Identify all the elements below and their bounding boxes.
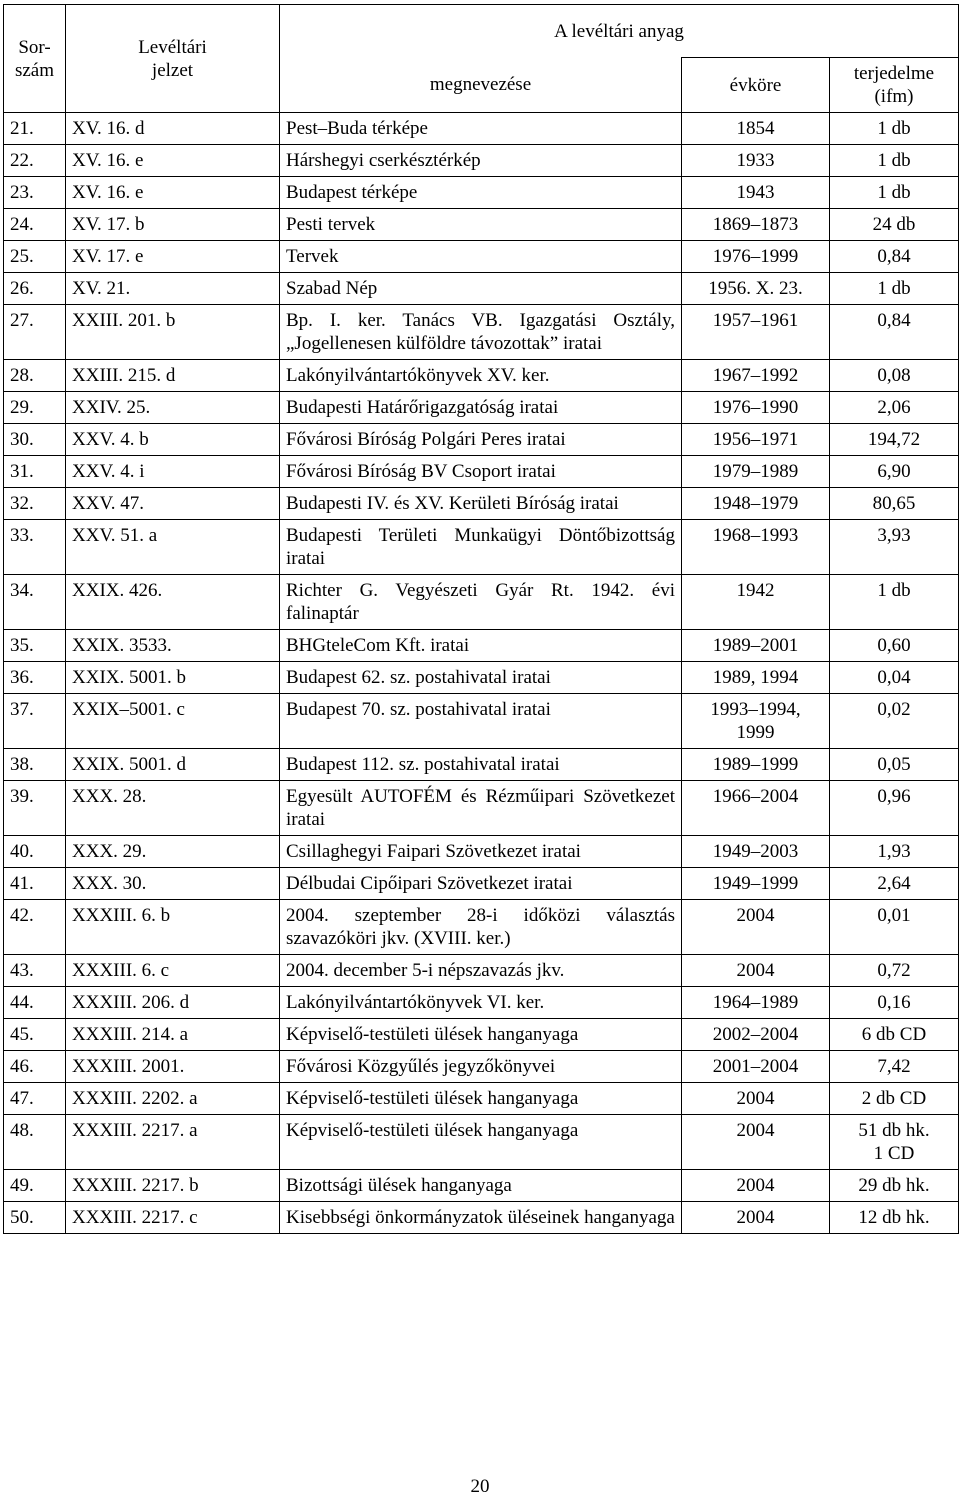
row-years: 1942: [682, 575, 830, 630]
row-signature: XXV. 4. b: [66, 424, 280, 456]
row-size: 1 db: [830, 575, 959, 630]
row-number: 22.: [4, 145, 66, 177]
row-signature: XV. 17. b: [66, 209, 280, 241]
row-number: 28.: [4, 360, 66, 392]
table-row: [4, 630, 959, 662]
row-size: 0,96: [830, 781, 959, 836]
row-number: 33.: [4, 520, 66, 575]
row-years: 1989, 1994: [682, 662, 830, 694]
row-name: Richter G. Vegyészeti Gyár Rt. 1942. évi falinaptár: [280, 575, 682, 630]
table-row: [4, 900, 959, 955]
row-name: Hárshegyi cserkésztérkép: [280, 145, 682, 177]
header-col-signature: Levéltári jelzet: [66, 5, 280, 113]
table-row: [4, 781, 959, 836]
row-number: 26.: [4, 273, 66, 305]
table-row: [4, 209, 959, 241]
row-signature: XV. 16. e: [66, 177, 280, 209]
row-signature: XXXIII. 6. b: [66, 900, 280, 955]
table-row: [4, 575, 959, 630]
row-signature: XXXIII. 2217. b: [66, 1170, 280, 1202]
row-signature: XV. 21.: [66, 273, 280, 305]
row-signature: XV. 16. e: [66, 145, 280, 177]
header-col-years: évköre: [682, 58, 830, 113]
row-signature: XXIII. 215. d: [66, 360, 280, 392]
row-number: 47.: [4, 1083, 66, 1115]
row-name: Kisebbségi önkormányzatok üléseinek hanganyaga: [280, 1202, 682, 1234]
row-number: 49.: [4, 1170, 66, 1202]
row-size: 0,02: [830, 694, 959, 749]
row-signature: XXX. 30.: [66, 868, 280, 900]
row-size: 2,06: [830, 392, 959, 424]
row-years: 1979–1989: [682, 456, 830, 488]
table-row: [4, 424, 959, 456]
row-size: 194,72: [830, 424, 959, 456]
row-name: Képviselő-testületi ülések hanganyaga: [280, 1115, 682, 1170]
table-row: [4, 113, 959, 145]
table-row: [4, 749, 959, 781]
row-name: Budapest térképe: [280, 177, 682, 209]
row-name: Lakónyilvántartókönyvek VI. ker.: [280, 987, 682, 1019]
row-years: 1976–1990: [682, 392, 830, 424]
row-years: 1989–1999: [682, 749, 830, 781]
row-size: 6 db CD: [830, 1019, 959, 1051]
row-signature: XXXIII. 2202. a: [66, 1083, 280, 1115]
row-number: 27.: [4, 305, 66, 360]
table-row: [4, 1115, 959, 1170]
row-name: Délbudai Cipőipari Szövetkezet iratai: [280, 868, 682, 900]
table-row: [4, 360, 959, 392]
row-name: Csillaghegyi Faipari Szövetkezet iratai: [280, 836, 682, 868]
row-size: 1 db: [830, 113, 959, 145]
row-size: 2,64: [830, 868, 959, 900]
row-number: 46.: [4, 1051, 66, 1083]
row-name: Pest–Buda térképe: [280, 113, 682, 145]
row-signature: XXIX. 3533.: [66, 630, 280, 662]
table-row: [4, 273, 959, 305]
row-size: 0,72: [830, 955, 959, 987]
row-size: 24 db: [830, 209, 959, 241]
row-name: Képviselő-testületi ülések hanganyaga: [280, 1019, 682, 1051]
table-row: [4, 488, 959, 520]
row-number: 31.: [4, 456, 66, 488]
table-row: [4, 868, 959, 900]
row-size: 2 db CD: [830, 1083, 959, 1115]
row-size: 0,05: [830, 749, 959, 781]
row-number: 45.: [4, 1019, 66, 1051]
table-row: [4, 392, 959, 424]
row-name: BHGteleCom Kft. iratai: [280, 630, 682, 662]
header-row-top: [4, 5, 959, 58]
row-size: 0,01: [830, 900, 959, 955]
header-col-size: terjedelme (ifm): [830, 58, 959, 113]
row-number: 30.: [4, 424, 66, 456]
row-years: 1948–1979: [682, 488, 830, 520]
row-years: 1933: [682, 145, 830, 177]
row-signature: XXXIII. 6. c: [66, 955, 280, 987]
archive-table: [3, 4, 959, 1234]
row-signature: XXIV. 25.: [66, 392, 280, 424]
row-size: 80,65: [830, 488, 959, 520]
table-row: [4, 1019, 959, 1051]
row-name: Fővárosi Bíróság Polgári Peres iratai: [280, 424, 682, 456]
row-size: 51 db hk. 1 CD: [830, 1115, 959, 1170]
row-signature: XXV. 47.: [66, 488, 280, 520]
row-number: 37.: [4, 694, 66, 749]
row-name: Budapest 70. sz. postahivatal iratai: [280, 694, 682, 749]
row-number: 44.: [4, 987, 66, 1019]
row-signature: XXXIII. 206. d: [66, 987, 280, 1019]
row-signature: XXIX–5001. c: [66, 694, 280, 749]
row-size: 0,84: [830, 241, 959, 273]
row-signature: XXXIII. 2217. c: [66, 1202, 280, 1234]
row-years: 1993–1994, 1999: [682, 694, 830, 749]
table-row: [4, 955, 959, 987]
table-row: [4, 1202, 959, 1234]
row-number: 36.: [4, 662, 66, 694]
row-name: Szabad Nép: [280, 273, 682, 305]
row-size: 6,90: [830, 456, 959, 488]
row-signature: XXIX. 5001. d: [66, 749, 280, 781]
row-years: 1966–2004: [682, 781, 830, 836]
row-name: Fővárosi Közgyűlés jegyzőkönyvei: [280, 1051, 682, 1083]
row-name: Budapesti Területi Munkaügyi Döntőbizottság iratai: [280, 520, 682, 575]
row-number: 29.: [4, 392, 66, 424]
row-name: Budapest 62. sz. postahivatal iratai: [280, 662, 682, 694]
row-number: 42.: [4, 900, 66, 955]
row-size: 0,60: [830, 630, 959, 662]
row-size: 1 db: [830, 273, 959, 305]
row-years: 2002–2004: [682, 1019, 830, 1051]
table-row: [4, 305, 959, 360]
row-years: 1956. X. 23.: [682, 273, 830, 305]
table-row: [4, 1170, 959, 1202]
row-number: 32.: [4, 488, 66, 520]
row-years: 1957–1961: [682, 305, 830, 360]
row-number: 41.: [4, 868, 66, 900]
row-number: 35.: [4, 630, 66, 662]
row-years: 2004: [682, 1170, 830, 1202]
row-signature: XXIII. 201. b: [66, 305, 280, 360]
row-name: Bizottsági ülések hanganyaga: [280, 1170, 682, 1202]
page-number: 20: [470, 1476, 490, 1497]
row-years: 2004: [682, 1202, 830, 1234]
row-number: 25.: [4, 241, 66, 273]
row-signature: XXX. 28.: [66, 781, 280, 836]
row-signature: XXV. 4. i: [66, 456, 280, 488]
row-years: 1943: [682, 177, 830, 209]
row-years: 1964–1989: [682, 987, 830, 1019]
row-years: 1968–1993: [682, 520, 830, 575]
row-signature: XV. 16. d: [66, 113, 280, 145]
table-row: [4, 836, 959, 868]
row-years: 1989–2001: [682, 630, 830, 662]
row-size: 0,04: [830, 662, 959, 694]
row-number: 23.: [4, 177, 66, 209]
table-row: [4, 1083, 959, 1115]
row-name: 2004. szeptember 28-i időközi választás szavazóköri jkv. (XVIII. ker.): [280, 900, 682, 955]
header-group: A levéltári anyag: [280, 5, 959, 58]
table-row: [4, 987, 959, 1019]
row-name: Egyesült AUTOFÉM és Rézműipari Szövetkezet iratai: [280, 781, 682, 836]
row-number: 40.: [4, 836, 66, 868]
row-name: Lakónyilvántartókönyvek XV. ker.: [280, 360, 682, 392]
row-years: 2001–2004: [682, 1051, 830, 1083]
row-signature: XXIX. 426.: [66, 575, 280, 630]
row-size: 29 db hk.: [830, 1170, 959, 1202]
row-size: 0,16: [830, 987, 959, 1019]
row-signature: XXXIII. 2001.: [66, 1051, 280, 1083]
row-number: 48.: [4, 1115, 66, 1170]
table-row: [4, 694, 959, 749]
row-years: 2004: [682, 900, 830, 955]
row-name: Bp. I. ker. Tanács VB. Igazgatási Osztály, „Jogellenesen külföldre távozottak” iratai: [280, 305, 682, 360]
row-years: 1976–1999: [682, 241, 830, 273]
row-signature: XXXIII. 2217. a: [66, 1115, 280, 1170]
row-name: 2004. december 5-i népszavazás jkv.: [280, 955, 682, 987]
row-number: 24.: [4, 209, 66, 241]
row-number: 50.: [4, 1202, 66, 1234]
row-size: 1,93: [830, 836, 959, 868]
header-col-no: Sor- szám: [4, 5, 66, 113]
row-signature: XXV. 51. a: [66, 520, 280, 575]
row-years: 2004: [682, 1083, 830, 1115]
row-name: Budapest 112. sz. postahivatal iratai: [280, 749, 682, 781]
row-number: 34.: [4, 575, 66, 630]
row-name: Fővárosi Bíróság BV Csoport iratai: [280, 456, 682, 488]
row-name: Pesti tervek: [280, 209, 682, 241]
row-signature: XXXIII. 214. a: [66, 1019, 280, 1051]
row-years: 2004: [682, 955, 830, 987]
row-number: 39.: [4, 781, 66, 836]
table-row: [4, 456, 959, 488]
table-row: [4, 520, 959, 575]
table-row: [4, 145, 959, 177]
row-number: 38.: [4, 749, 66, 781]
row-name: Tervek: [280, 241, 682, 273]
row-years: 1967–1992: [682, 360, 830, 392]
row-years: 1949–2003: [682, 836, 830, 868]
row-size: 0,84: [830, 305, 959, 360]
row-size: 0,08: [830, 360, 959, 392]
row-number: 43.: [4, 955, 66, 987]
table-body: [4, 113, 959, 1234]
row-years: 2004: [682, 1115, 830, 1170]
row-size: 3,93: [830, 520, 959, 575]
row-name: Budapesti IV. és XV. Kerületi Bíróság iratai: [280, 488, 682, 520]
row-years: 1854: [682, 113, 830, 145]
row-size: 1 db: [830, 177, 959, 209]
row-size: 12 db hk.: [830, 1202, 959, 1234]
table-row: [4, 241, 959, 273]
row-name: Képviselő-testületi ülések hanganyaga: [280, 1083, 682, 1115]
table-row: [4, 662, 959, 694]
header-col-name: megnevezése: [280, 58, 682, 113]
row-years: 1949–1999: [682, 868, 830, 900]
row-signature: XV. 17. e: [66, 241, 280, 273]
row-size: 1 db: [830, 145, 959, 177]
row-years: 1956–1971: [682, 424, 830, 456]
row-name: Budapesti Határőrigazgatóság iratai: [280, 392, 682, 424]
row-signature: XXX. 29.: [66, 836, 280, 868]
table-row: [4, 177, 959, 209]
row-signature: XXIX. 5001. b: [66, 662, 280, 694]
row-size: 7,42: [830, 1051, 959, 1083]
table-row: [4, 1051, 959, 1083]
row-number: 21.: [4, 113, 66, 145]
row-years: 1869–1873: [682, 209, 830, 241]
